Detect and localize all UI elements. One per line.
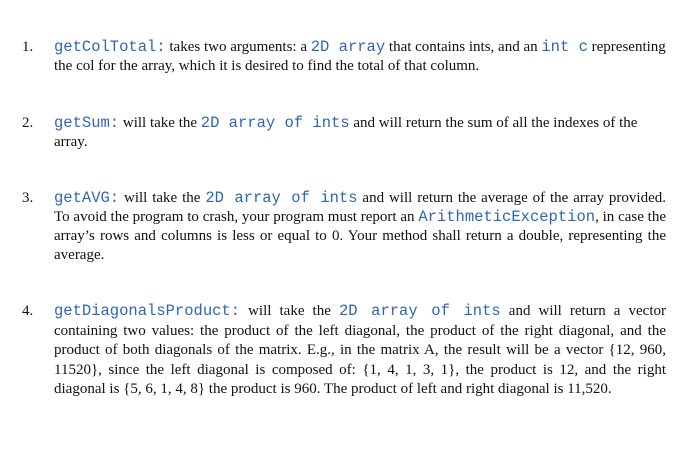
list-item-getdiagonalsproduct <box>22 302 672 400</box>
item-text <box>54 114 666 152</box>
code-keyword: 2D array of ints <box>205 189 358 207</box>
item-text <box>54 189 666 265</box>
code-keyword: ArithmeticException <box>418 208 596 226</box>
text-segment: , in case the array’s rows and columns is less or equal to 0. Your method shall return a double, representing the average. <box>54 209 666 263</box>
text-segment: and will return a vector containing two values: the product of the left diagonal, the product of the right diagonal, and the product of both diagonals of the matrix. E.g., in the matrix A, the result will be a vector {12, 960, 11520}, since the left diagonal is composed of: {1, 4, 1, 3, 1}, the product is 12, and the right diagonal is {5, 6, 1, 4, 8} the product is 960. The product of left and right diagonal is 11,520. <box>54 303 666 397</box>
item-number: 4. <box>22 303 34 319</box>
text-segment: and will return the sum of all the indexes of the array. <box>54 115 638 150</box>
code-keyword: int c <box>541 38 588 56</box>
text-segment: that contains ints, and an <box>385 39 542 55</box>
text-segment: representing the col for the array, which it is desired to find the total of that column. <box>54 39 666 74</box>
item-text <box>54 302 666 400</box>
list-item-getcoltotal <box>22 38 672 76</box>
text-segment: will take the <box>240 303 339 319</box>
code-keyword: 2D array of ints <box>200 114 350 132</box>
text-segment: will take the <box>119 190 206 206</box>
code-keyword: 2D array <box>310 38 386 56</box>
method-name: getSum: <box>54 114 120 132</box>
code-keyword: 2D array of ints <box>338 302 501 320</box>
method-name: getColTotal: <box>54 38 166 56</box>
item-number: 1. <box>22 39 34 55</box>
item-number: 2. <box>22 115 34 131</box>
list-item-getsum <box>22 114 672 152</box>
text-segment: will take the <box>119 115 201 131</box>
method-name: getDiagonalsProduct: <box>54 302 241 320</box>
item-text <box>54 38 666 76</box>
text-segment: takes two arguments: a <box>165 39 311 55</box>
method-name: getAVG: <box>54 189 120 207</box>
list-item-getavg <box>22 189 672 265</box>
item-number: 3. <box>22 190 34 206</box>
text-segment: and will return the average of the array provided. To avoid the program to crash, your program must report an <box>54 190 666 225</box>
